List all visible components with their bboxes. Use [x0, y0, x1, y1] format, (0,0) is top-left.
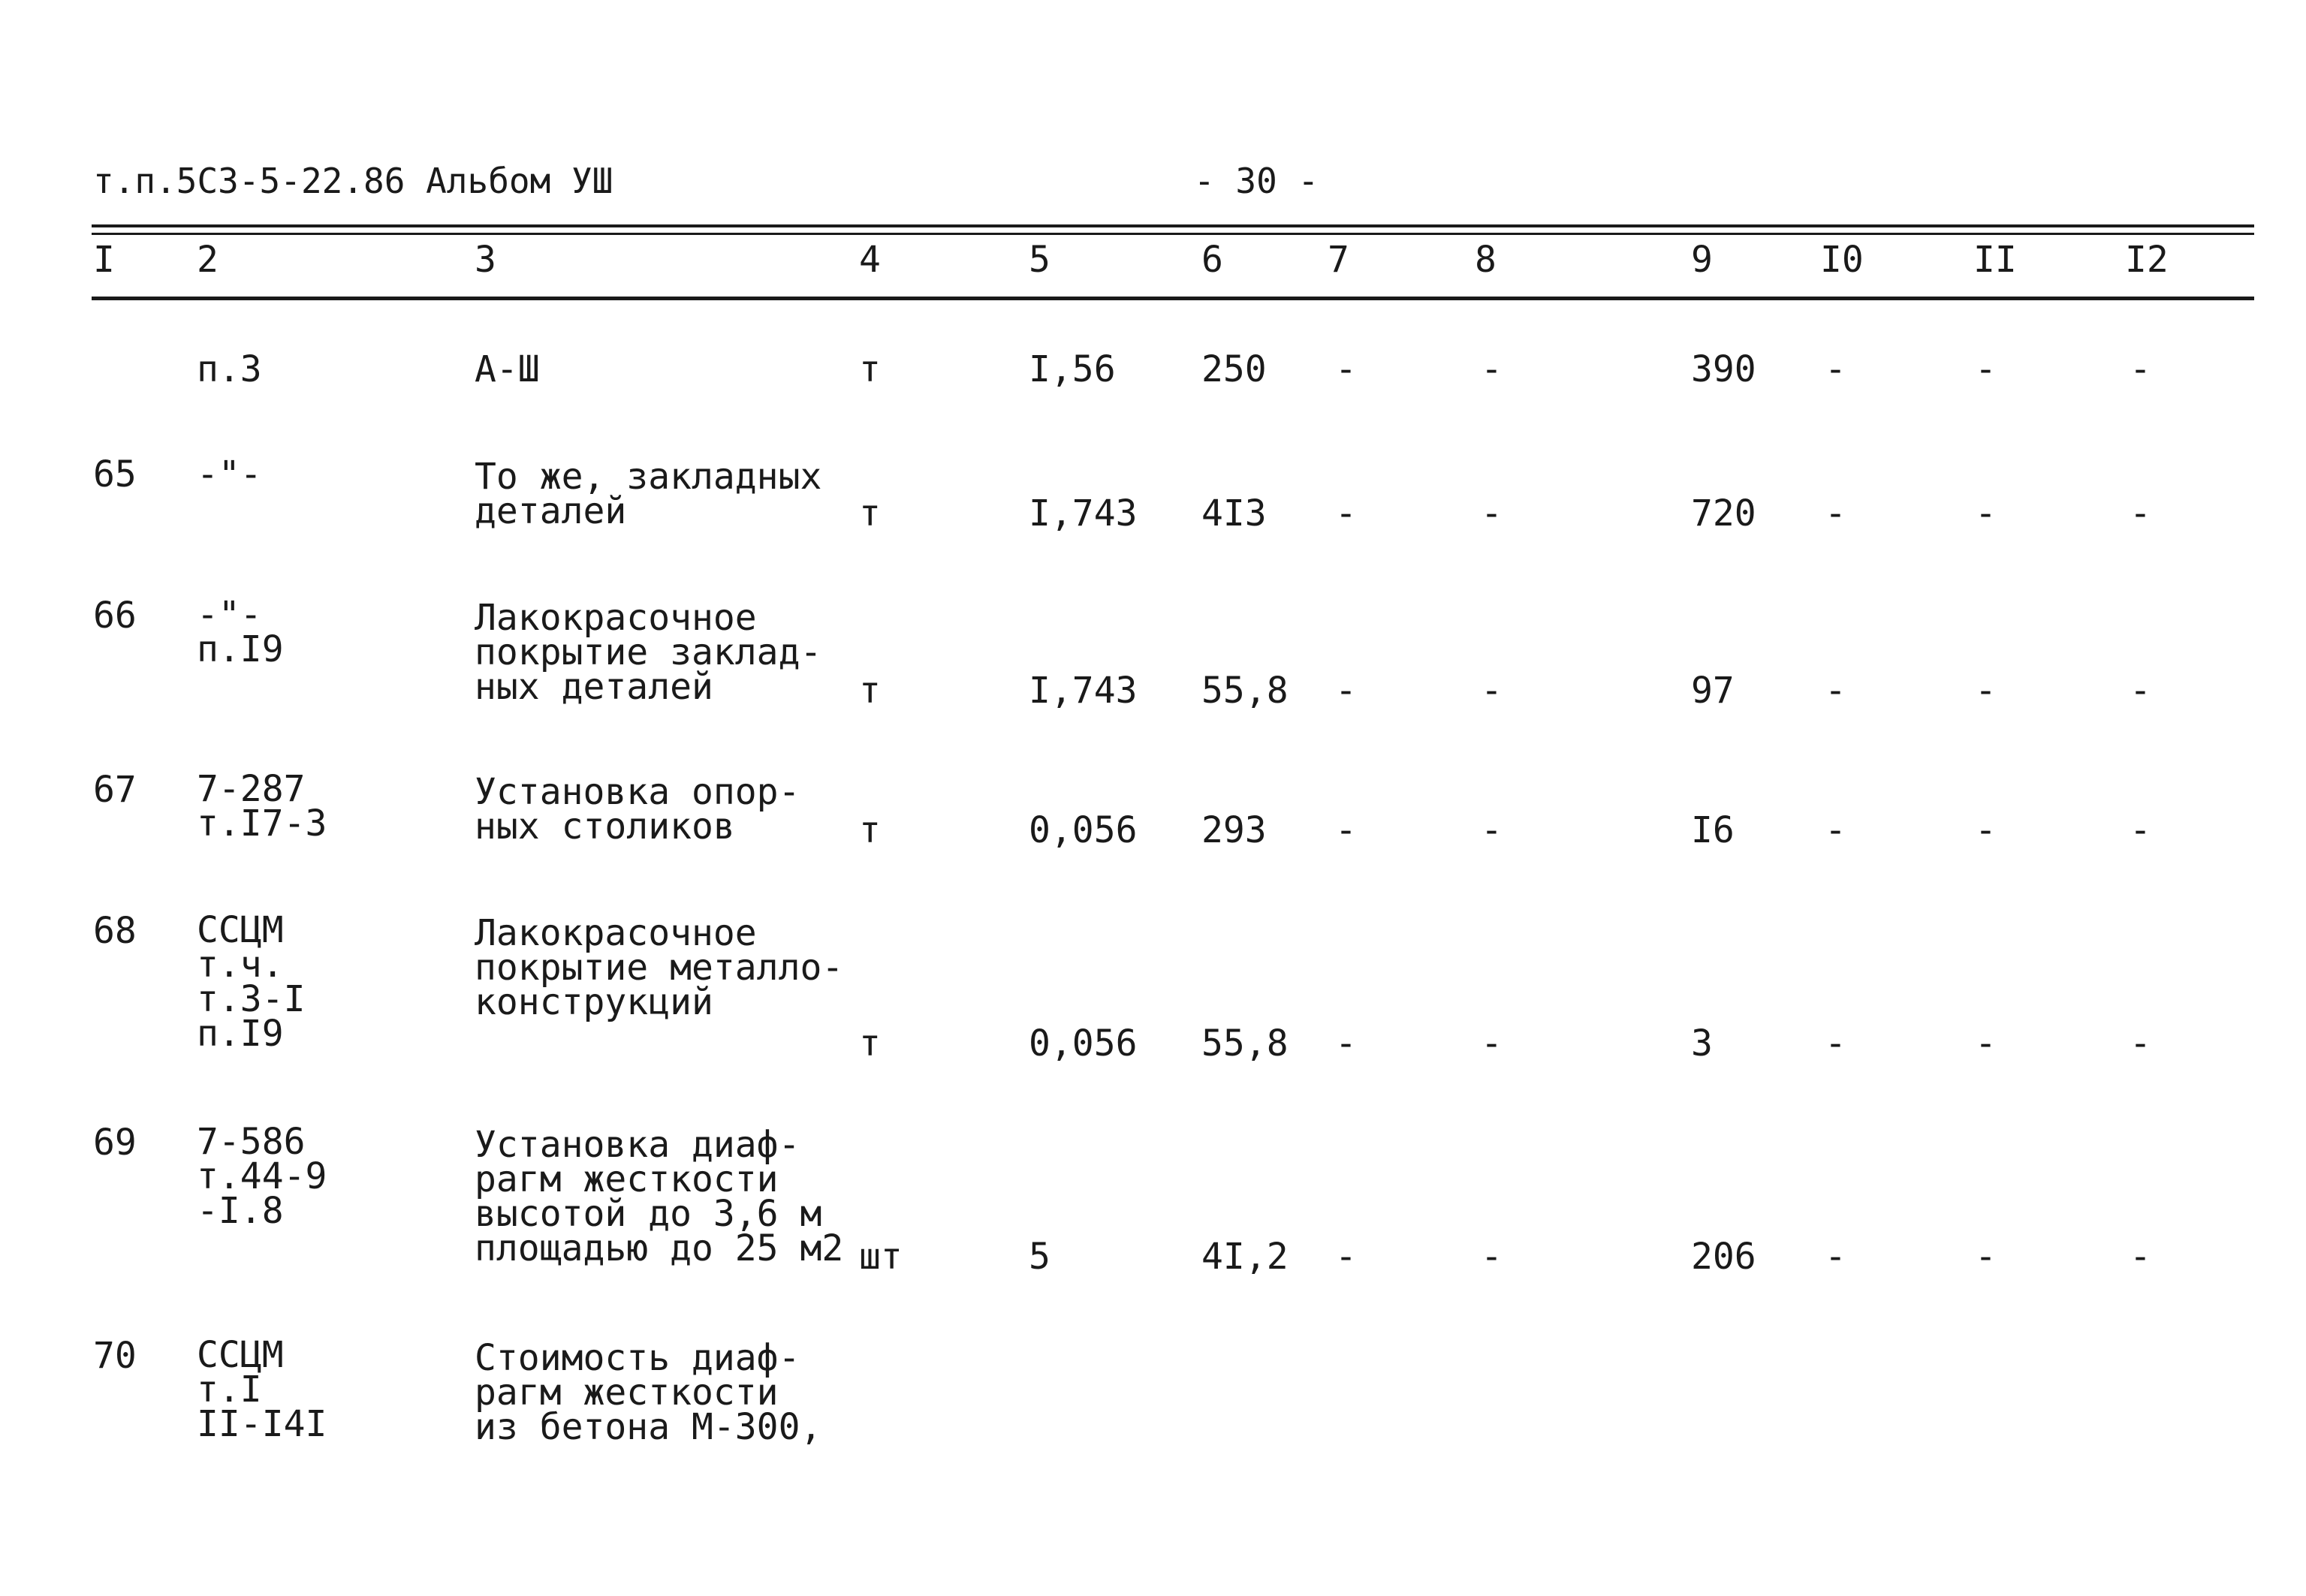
row-col10: -	[1825, 1236, 1846, 1278]
row-col8: -	[1481, 670, 1503, 712]
row-col11: -	[1975, 1022, 1997, 1065]
row-unit: т	[859, 492, 881, 535]
table-top-rule	[92, 224, 2254, 227]
row-name: Установка диаф- рагм жесткости высотой до 3,6 м площадью до 25 м2	[475, 1124, 844, 1269]
row-name: А-Ш	[475, 348, 540, 390]
row-code: ССЦМ т.ч. т.3-I п.I9	[197, 909, 306, 1055]
row-total: 97	[1691, 670, 1735, 712]
row-name: Установка опор- ных столиков	[475, 771, 800, 848]
row-price: 4I,2	[1201, 1236, 1289, 1278]
column-header-11: II	[1973, 239, 2017, 281]
column-header-12: I2	[2125, 239, 2169, 281]
row-col12: -	[2130, 492, 2151, 535]
row-price: 4I3	[1201, 492, 1267, 535]
table-top-rule-double	[92, 233, 2254, 235]
row-col11: -	[1975, 670, 1997, 712]
row-col8: -	[1481, 1236, 1503, 1278]
row-col10: -	[1825, 809, 1846, 851]
table-header-rule	[92, 297, 2254, 300]
row-col11: -	[1975, 809, 1997, 851]
row-code: -"- п.I9	[197, 594, 284, 670]
row-col10: -	[1825, 1022, 1846, 1065]
document-id: т.п.5С3-5-22.86 Альбом УШ	[93, 161, 613, 201]
row-total: 3	[1691, 1022, 1713, 1065]
row-col11: -	[1975, 492, 1997, 535]
row-quantity: 0,056	[1029, 809, 1138, 851]
row-code: -"-	[197, 453, 262, 495]
column-header-5: 5	[1029, 239, 1051, 281]
page-number: - 30 -	[1194, 161, 1319, 201]
row-col7: -	[1335, 348, 1357, 390]
row-col11: -	[1975, 1236, 1997, 1278]
column-header-8: 8	[1475, 239, 1497, 281]
row-number: 66	[93, 595, 137, 637]
row-quantity: 5	[1029, 1236, 1051, 1278]
row-col7: -	[1335, 1236, 1357, 1278]
row-number: 67	[93, 769, 137, 811]
row-quantity: I,743	[1029, 492, 1138, 535]
row-col12: -	[2130, 348, 2151, 390]
row-col10: -	[1825, 492, 1846, 535]
row-code: п.3	[197, 348, 262, 390]
row-number: 65	[93, 453, 137, 495]
row-col12: -	[2130, 1236, 2151, 1278]
row-code: 7-586 т.44-9 -I.8	[197, 1121, 327, 1232]
row-number: 69	[93, 1122, 137, 1164]
row-quantity: I,56	[1029, 348, 1116, 390]
row-unit: т	[859, 809, 881, 851]
row-col7: -	[1335, 670, 1357, 712]
row-col7: -	[1335, 1022, 1357, 1065]
row-col8: -	[1481, 1022, 1503, 1065]
row-price: 250	[1201, 348, 1267, 390]
column-header-6: 6	[1201, 239, 1223, 281]
row-col11: -	[1975, 348, 1997, 390]
row-unit: т	[859, 670, 881, 712]
row-col10: -	[1825, 348, 1846, 390]
row-col12: -	[2130, 1022, 2151, 1065]
row-number: 70	[93, 1335, 137, 1377]
row-price: 293	[1201, 809, 1267, 851]
row-price: 55,8	[1201, 1022, 1289, 1065]
column-header-10: I0	[1820, 239, 1864, 281]
row-total: I6	[1691, 809, 1735, 851]
column-header-2: 2	[197, 239, 219, 281]
column-header-1: I	[93, 239, 115, 281]
row-quantity: 0,056	[1029, 1022, 1138, 1065]
row-total: 390	[1691, 348, 1756, 390]
row-name: То же, закладных деталей	[475, 456, 822, 532]
row-code: ССЦМ т.I II-I4I	[197, 1334, 327, 1445]
row-col7: -	[1335, 492, 1357, 535]
row-code: 7-287 т.I7-3	[197, 768, 327, 845]
row-quantity: I,743	[1029, 670, 1138, 712]
row-col7: -	[1335, 809, 1357, 851]
row-col12: -	[2130, 809, 2151, 851]
row-total: 720	[1691, 492, 1756, 535]
row-col8: -	[1481, 492, 1503, 535]
column-header-7: 7	[1328, 239, 1349, 281]
row-col8: -	[1481, 809, 1503, 851]
row-col12: -	[2130, 670, 2151, 712]
row-col8: -	[1481, 348, 1503, 390]
row-col10: -	[1825, 670, 1846, 712]
row-price: 55,8	[1201, 670, 1289, 712]
row-name: Лакокрасочное покрытие металло- конструкций	[475, 912, 844, 1023]
column-header-3: 3	[475, 239, 496, 281]
column-header-4: 4	[859, 239, 881, 281]
row-name: Лакокрасочное покрытие заклад- ных деталей	[475, 597, 822, 708]
row-unit: т	[859, 348, 881, 390]
column-header-9: 9	[1691, 239, 1713, 281]
row-number: 68	[93, 910, 137, 952]
row-total: 206	[1691, 1236, 1756, 1278]
row-unit: шт	[859, 1236, 903, 1278]
row-name: Стоимость диаф- рагм жесткости из бетона М-300,	[475, 1337, 822, 1448]
row-unit: т	[859, 1022, 881, 1065]
